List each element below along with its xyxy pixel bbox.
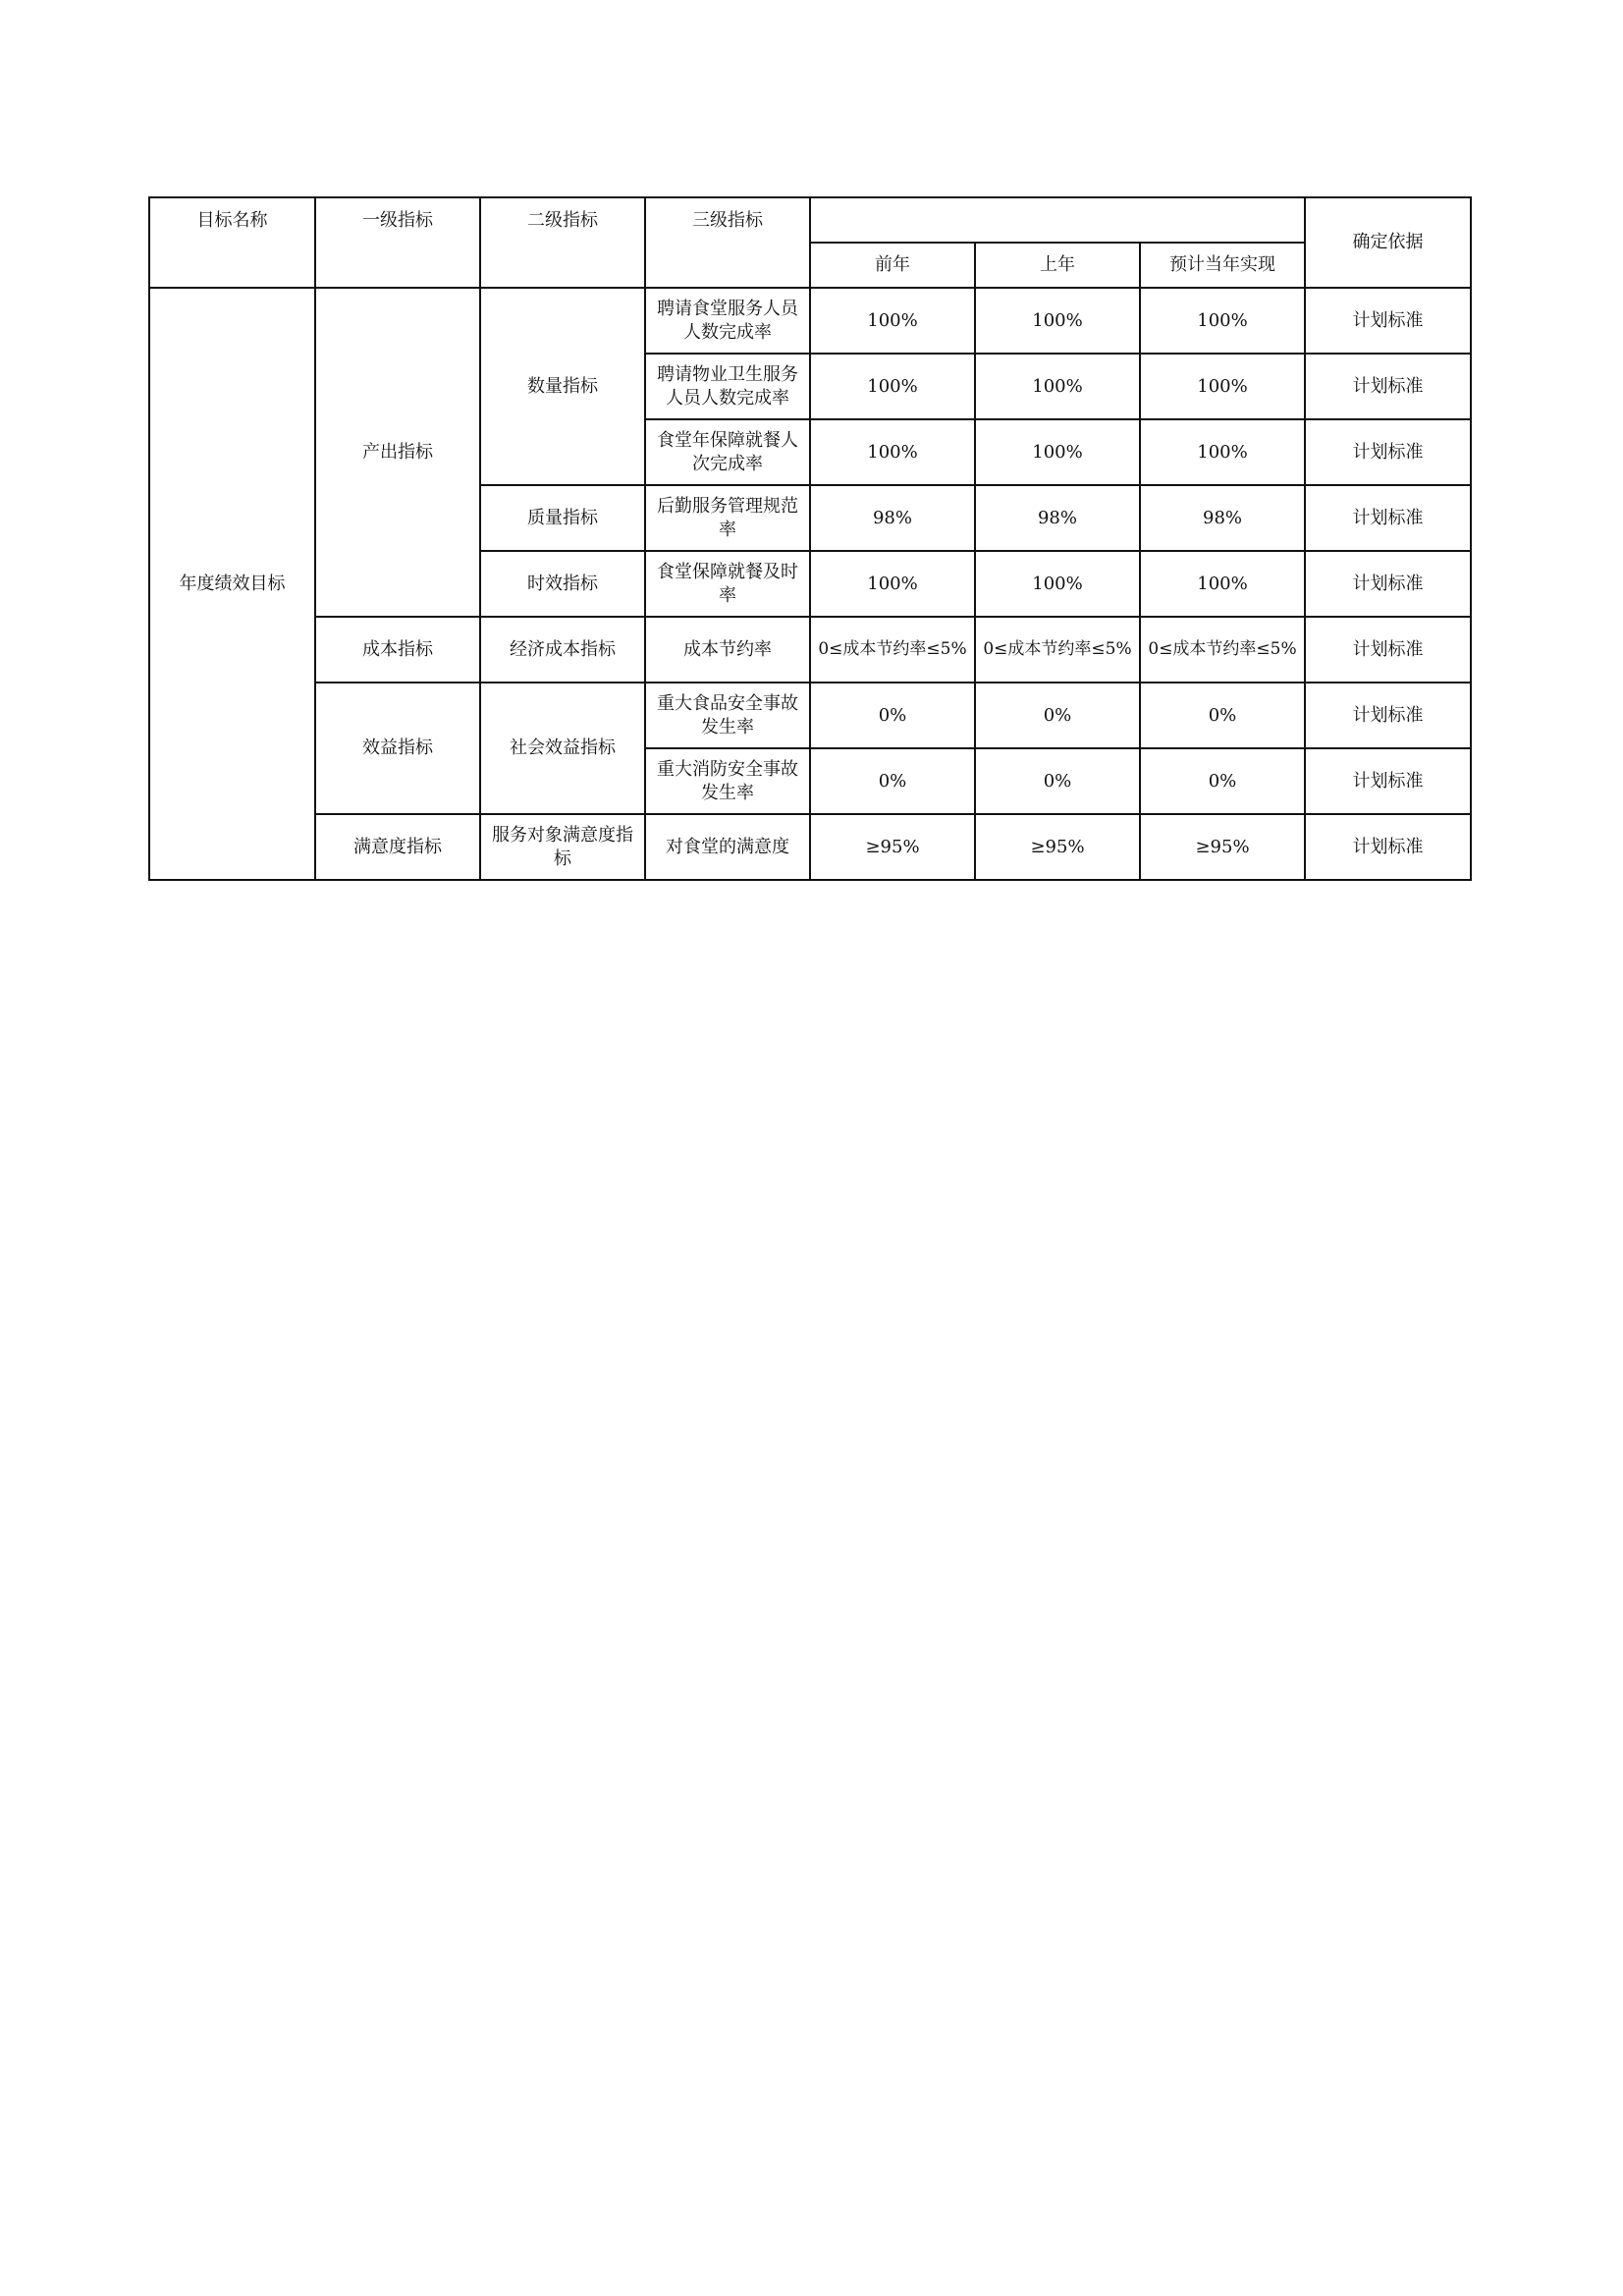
performance-indicator-table — [148, 196, 1472, 881]
last-year-cell: 0% — [975, 748, 1140, 814]
basis-cell: 计划标准 — [1305, 814, 1471, 880]
level3-cell: 重大消防安全事故发生率 — [645, 748, 810, 814]
basis-cell: 计划标准 — [1305, 419, 1471, 485]
prev-year-cell: 100% — [810, 419, 975, 485]
level2-cell: 数量指标 — [480, 288, 645, 485]
level1-cell: 效益指标 — [315, 683, 480, 814]
basis-cell: 计划标准 — [1305, 683, 1471, 748]
last-year-cell: ≥95% — [975, 814, 1140, 880]
table-row — [149, 814, 1471, 880]
header-level3: 三级指标 — [645, 197, 810, 288]
header-target-values-group — [810, 197, 1305, 243]
level3-cell: 食堂保障就餐及时率 — [645, 551, 810, 617]
level3-cell: 成本节约率 — [645, 617, 810, 683]
target-name-cell: 年度绩效目标 — [149, 288, 315, 880]
table-row — [149, 683, 1471, 748]
basis-cell: 计划标准 — [1305, 617, 1471, 683]
level1-cell: 产出指标 — [315, 288, 480, 617]
last-year-cell: 100% — [975, 288, 1140, 354]
level3-cell: 聘请食堂服务人员人数完成率 — [645, 288, 810, 354]
last-year-cell: 100% — [975, 354, 1140, 419]
last-year-cell: 0% — [975, 683, 1140, 748]
last-year-cell: 100% — [975, 419, 1140, 485]
level2-cell: 服务对象满意度指标 — [480, 814, 645, 880]
level3-cell: 对食堂的满意度 — [645, 814, 810, 880]
expected-cell: 0≤成本节约率≤5% — [1140, 617, 1305, 683]
expected-cell: 100% — [1140, 419, 1305, 485]
header-expected: 预计当年实现 — [1140, 243, 1305, 288]
header-target-name: 目标名称 — [149, 197, 315, 288]
prev-year-cell: 100% — [810, 354, 975, 419]
table-row — [149, 617, 1471, 683]
header-basis: 确定依据 — [1305, 197, 1471, 288]
basis-cell: 计划标准 — [1305, 748, 1471, 814]
expected-cell: 100% — [1140, 354, 1305, 419]
level3-cell: 食堂年保障就餐人次完成率 — [645, 419, 810, 485]
expected-cell: 98% — [1140, 485, 1305, 551]
header-level1: 一级指标 — [315, 197, 480, 288]
prev-year-cell: 100% — [810, 288, 975, 354]
basis-cell: 计划标准 — [1305, 485, 1471, 551]
expected-cell: 0% — [1140, 683, 1305, 748]
prev-year-cell: 0% — [810, 683, 975, 748]
level1-cell: 满意度指标 — [315, 814, 480, 880]
level3-cell: 重大食品安全事故发生率 — [645, 683, 810, 748]
expected-cell: 100% — [1140, 551, 1305, 617]
last-year-cell: 0≤成本节约率≤5% — [975, 617, 1140, 683]
level1-cell: 成本指标 — [315, 617, 480, 683]
header-last-year: 上年 — [975, 243, 1140, 288]
table-row — [149, 288, 1471, 354]
basis-cell: 计划标准 — [1305, 354, 1471, 419]
prev-year-cell: 0% — [810, 748, 975, 814]
performance-table-viewport — [148, 196, 1470, 869]
expected-cell: 0% — [1140, 748, 1305, 814]
prev-year-cell: 100% — [810, 551, 975, 617]
level3-cell: 聘请物业卫生服务人员人数完成率 — [645, 354, 810, 419]
header-prev-year: 前年 — [810, 243, 975, 288]
level2-cell: 质量指标 — [480, 485, 645, 551]
prev-year-cell: ≥95% — [810, 814, 975, 880]
level2-cell: 经济成本指标 — [480, 617, 645, 683]
last-year-cell: 100% — [975, 551, 1140, 617]
level3-cell: 后勤服务管理规范率 — [645, 485, 810, 551]
level2-cell: 社会效益指标 — [480, 683, 645, 814]
prev-year-cell: 0≤成本节约率≤5% — [810, 617, 975, 683]
level2-cell: 时效指标 — [480, 551, 645, 617]
expected-cell: ≥95% — [1140, 814, 1305, 880]
prev-year-cell: 98% — [810, 485, 975, 551]
basis-cell: 计划标准 — [1305, 288, 1471, 354]
basis-cell: 计划标准 — [1305, 551, 1471, 617]
last-year-cell: 98% — [975, 485, 1140, 551]
expected-cell: 100% — [1140, 288, 1305, 354]
table-header-row — [149, 197, 1471, 243]
header-level2: 二级指标 — [480, 197, 645, 288]
